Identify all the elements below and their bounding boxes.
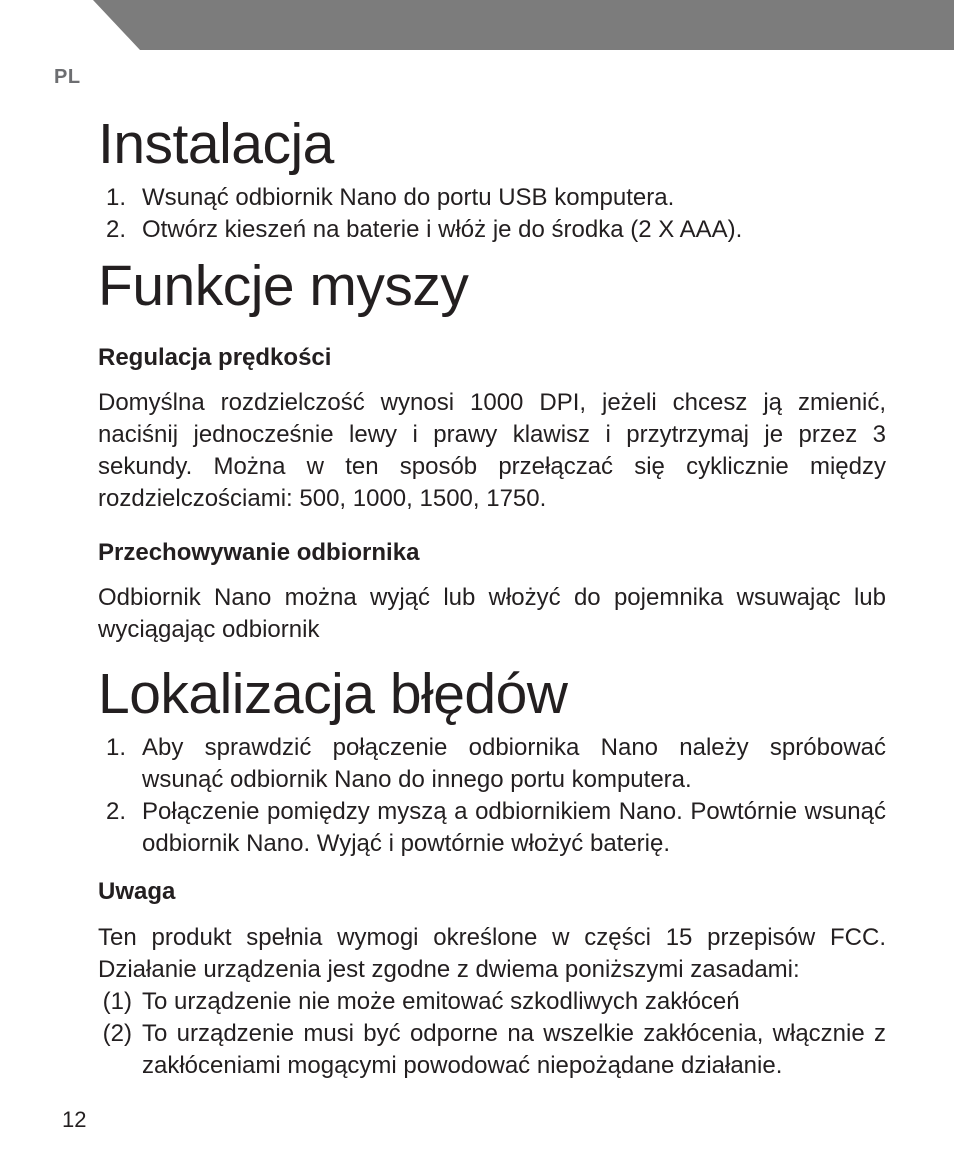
paragraph-speed: Domyślna rozdzielczość wynosi 1000 DPI, jeżeli chcesz ją zmienić, naciśnij jednocześnie lewy i prawy klawisz i przytrzymaj je przez 3 sekundy. Można w ten sposób przełączać się cyklicznie między rozdzielczościami: 500, 1000, 1500, 1750.: [98, 389, 886, 512]
subheading-storage: Przechowywanie odbiornika: [98, 539, 420, 566]
paragraph-note: Ten produkt spełnia wymogi określone w części 15 przepisów FCC. Działanie urządzenia jest zgodne z dwiema poniższymi zasadami:: [98, 924, 886, 983]
list-item-number: (2): [102, 1020, 132, 1047]
list-item: [98, 796, 886, 860]
section-title-troubleshooting: Lokalizacja błędów: [98, 662, 568, 726]
subheading-speed: Regulacja prędkości: [98, 344, 332, 371]
header-band: [0, 0, 954, 50]
list-item-number: 2.: [105, 798, 126, 825]
troubleshooting-steps: [98, 732, 886, 860]
list-item: [98, 1018, 886, 1082]
list-item-text: Wsunąć odbiornik Nano do portu USB komputera.: [142, 184, 675, 211]
section-title-installation: Instalacja: [98, 112, 334, 176]
note-rules: [98, 986, 886, 1082]
list-item-text: Aby sprawdzić połączenie odbiornika Nano należy spróbować wsunąć odbiornik Nano do innego portu komputera.: [142, 734, 886, 793]
paragraph-storage: Odbiornik Nano można wyjąć lub włożyć do pojemnika wsuwając lub wyciągając odbiornik: [98, 584, 886, 643]
list-item-number: 1.: [105, 184, 126, 211]
section-title-mouse-functions: Funkcje myszy: [98, 254, 469, 318]
list-item-text: To urządzenie nie może emitować szkodliwych zakłóceń: [142, 988, 740, 1015]
list-item-text: Połączenie pomiędzy myszą a odbiornikiem Nano. Powtórnie wsunąć odbiornik Nano. Wyjąć i powtórnie włożyć baterię.: [142, 798, 886, 857]
installation-steps: [98, 182, 886, 246]
subheading-note: Uwaga: [98, 878, 176, 905]
list-item-number: 1.: [105, 734, 126, 761]
list-item: [98, 986, 886, 1018]
list-item: [98, 732, 886, 796]
list-item-text: Otwórz kieszeń na baterie i włóż je do środka (2 X AAA).: [142, 216, 743, 243]
list-item-text: To urządzenie musi być odporne na wszelkie zakłócenia, włącznie z zakłóceniami mogącymi powodować niepożądane działanie.: [142, 1020, 886, 1079]
list-item-number: (1): [102, 988, 132, 1015]
page-content: [98, 106, 886, 1082]
language-label: PL: [54, 66, 81, 88]
list-item-number: 2.: [105, 216, 126, 243]
list-item: [98, 214, 886, 246]
list-item: [98, 182, 886, 214]
page-number: 12: [62, 1107, 87, 1132]
